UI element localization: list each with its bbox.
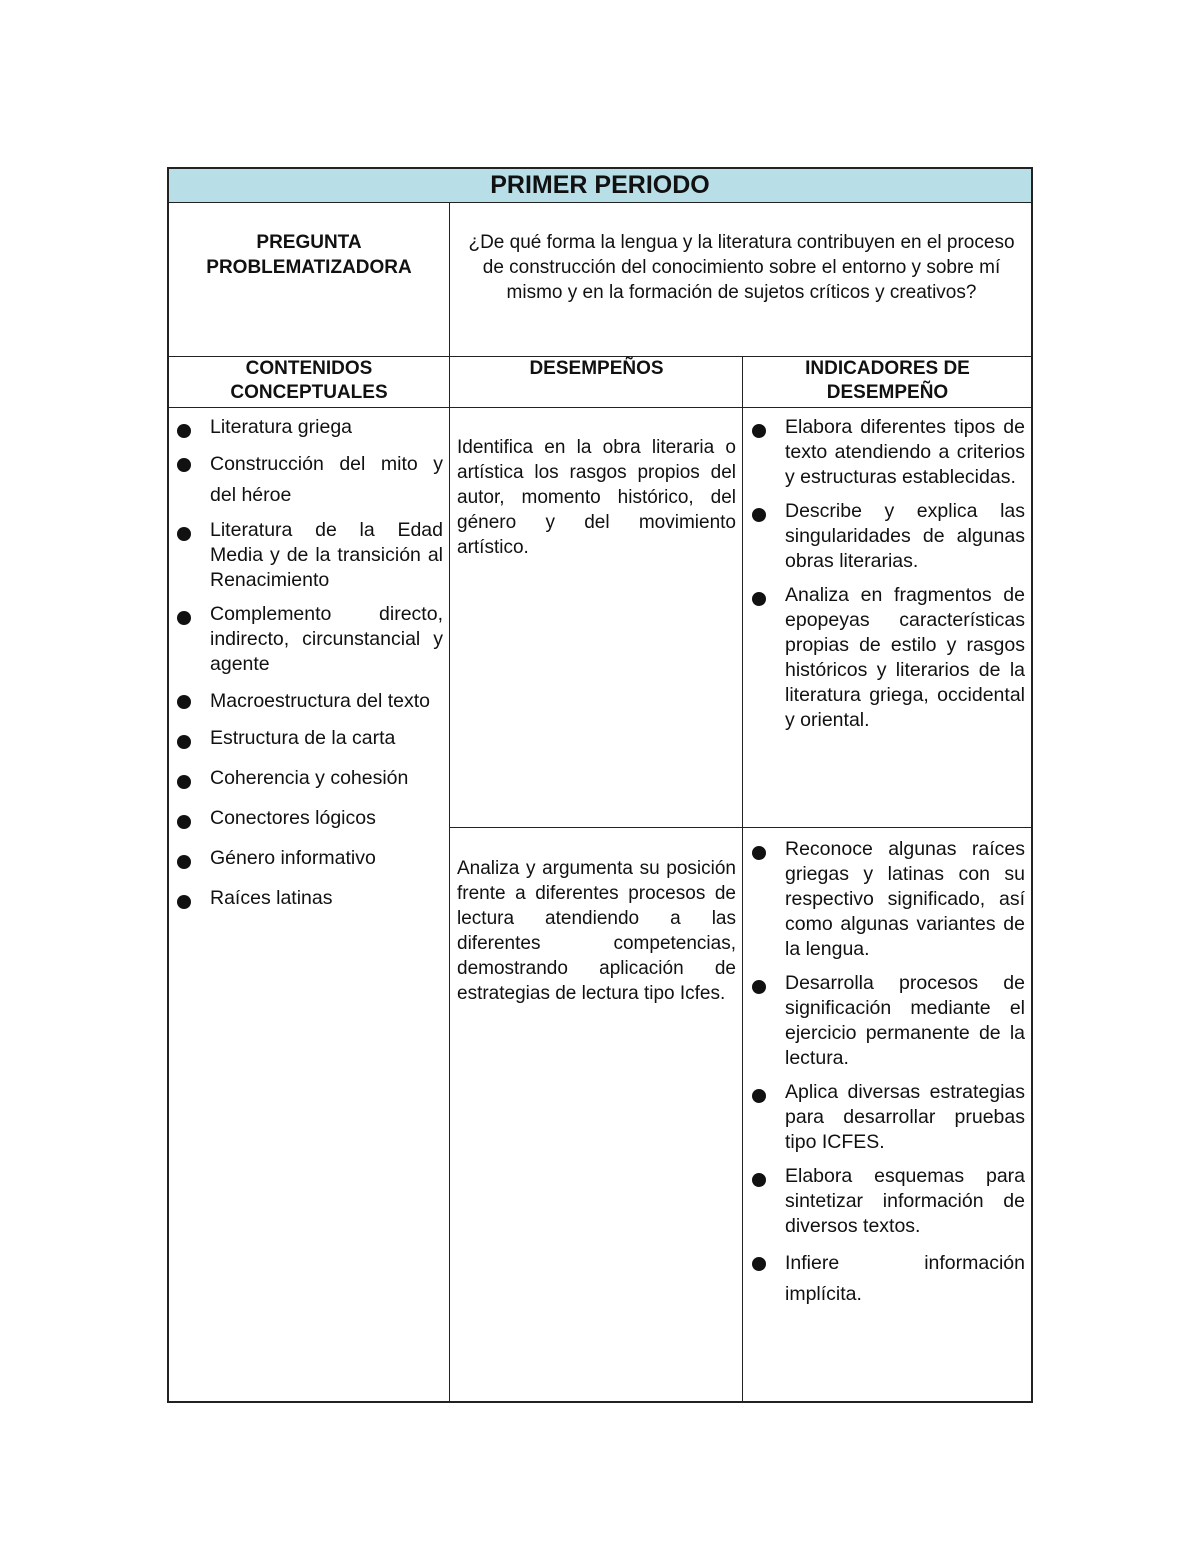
list-item: Elabora esquemas para sintetizar información de diversos textos. xyxy=(744,1164,1031,1239)
indicadores-list-2 xyxy=(744,837,1031,1310)
list-item: Reconoce algunas raíces griegas y latinas con su respectivo significado, así como algunas variantes de la lengua. xyxy=(744,837,1031,962)
bullet-icon xyxy=(752,846,766,860)
header-indicadores: INDICADORES DE DESEMPEÑO xyxy=(805,358,970,403)
list-item: Macroestructura del texto xyxy=(169,686,449,717)
contenidos-list xyxy=(169,415,449,911)
period-table xyxy=(167,167,1033,1403)
list-item: Literatura de la Edad Media y de la transición al Renacimiento xyxy=(169,518,449,593)
bullet-icon xyxy=(752,508,766,522)
bullet-icon xyxy=(177,895,191,909)
list-item: Infiere información implícita. xyxy=(744,1248,1031,1310)
list-item: Literatura griega xyxy=(169,415,449,440)
indicadores-list-1 xyxy=(744,415,1031,733)
bullet-icon xyxy=(752,1089,766,1103)
table-title: PRIMER PERIODO xyxy=(169,169,1031,202)
bullet-icon xyxy=(177,775,191,789)
indicadores-block-2 xyxy=(744,837,1031,1310)
list-item: Género informativo xyxy=(169,846,449,871)
list-item: Coherencia y cohesión xyxy=(169,766,449,791)
bullet-icon xyxy=(752,1173,766,1187)
desempeno-2: Analiza y argumenta su posición frente a diferentes procesos de lectura atendiendo a las diferentes competencias, demostrando aplicación de estrategias de lectura tipo Icfes. xyxy=(457,858,736,1004)
question-label: PREGUNTA PROBLEMATIZADORA xyxy=(206,232,412,278)
list-item: Analiza en fragmentos de epopeyas características propias de estilo y rasgos históricos y literarios de la literatura griega, occidental y oriental. xyxy=(744,583,1031,733)
bullet-icon xyxy=(752,1257,766,1271)
bullet-icon xyxy=(177,611,191,625)
list-item: Raíces latinas xyxy=(169,886,449,911)
list-item: Describe y explica las singularidades de algunas obras literarias. xyxy=(744,499,1031,574)
list-item: Elabora diferentes tipos de texto atendiendo a criterios y estructuras establecidas. xyxy=(744,415,1031,490)
bullet-icon xyxy=(177,695,191,709)
bullet-icon xyxy=(177,815,191,829)
desempeno-1: Identifica en la obra literaria o artística los rasgos propios del autor, momento histórico, del género y del movimiento artístico. xyxy=(457,437,736,558)
bullet-icon xyxy=(177,735,191,749)
bullet-icon xyxy=(177,424,191,438)
question-text: ¿De qué forma la lengua y la literatura contribuyen en el proceso de construcción del conocimiento sobre el entorno y sobre mí mismo y en la formación de sujetos críticos y creativos? xyxy=(468,232,1015,303)
bullet-icon xyxy=(752,592,766,606)
bullet-icon xyxy=(177,855,191,869)
list-item: Desarrolla procesos de significación mediante el ejercicio permanente de la lectura. xyxy=(744,971,1031,1071)
list-item: Construcción del mito y del héroe xyxy=(169,449,449,511)
list-item: Estructura de la carta xyxy=(169,726,449,751)
bullet-icon xyxy=(752,980,766,994)
indicadores-block-1 xyxy=(744,415,1031,733)
contenidos-column xyxy=(169,415,449,911)
bullet-icon xyxy=(752,424,766,438)
list-item: Complemento directo, indirecto, circunstancial y agente xyxy=(169,602,449,677)
list-item: Conectores lógicos xyxy=(169,806,449,831)
bullet-icon xyxy=(177,527,191,541)
header-contenidos: CONTENIDOS CONCEPTUALES xyxy=(230,358,388,403)
header-desempenos: DESEMPEÑOS xyxy=(529,358,664,379)
bullet-icon xyxy=(177,458,191,472)
list-item: Aplica diversas estrategias para desarrollar pruebas tipo ICFES. xyxy=(744,1080,1031,1155)
